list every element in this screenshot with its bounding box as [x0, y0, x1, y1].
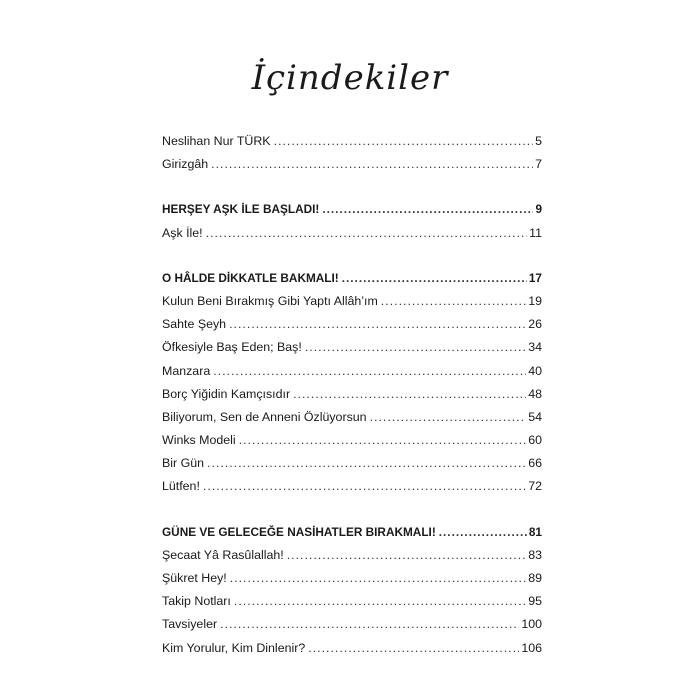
toc-page-number: 11	[529, 225, 542, 240]
dot-leader	[207, 452, 526, 475]
toc-page-number: 7	[535, 157, 542, 172]
toc-entry	[162, 637, 542, 660]
toc-section-heading	[162, 198, 542, 221]
toc-entry	[162, 290, 542, 313]
dot-leader	[234, 590, 526, 613]
dot-leader	[381, 290, 526, 313]
toc-entry-label: HERŞEY AŞK İLE BAŞLADI!	[162, 202, 320, 217]
toc-page-number: 34	[528, 340, 542, 355]
section-gap	[162, 499, 542, 521]
toc-entry-label: Winks Modeli	[162, 433, 236, 448]
dot-leader	[305, 336, 526, 359]
toc-entry	[162, 153, 542, 176]
toc-page-number: 19	[528, 293, 542, 308]
toc-entry	[162, 613, 542, 636]
section-gap	[162, 176, 542, 198]
toc-page-number: 26	[528, 317, 542, 332]
toc-entry	[162, 222, 542, 245]
dot-leader	[293, 383, 526, 406]
toc-entry	[162, 475, 542, 498]
dot-leader	[213, 360, 526, 383]
toc-entry-label: Tavsiyeler	[162, 617, 218, 632]
toc-section	[162, 521, 542, 660]
toc-page-number: 48	[528, 386, 542, 401]
toc-page-number: 60	[528, 433, 542, 448]
dot-leader	[220, 613, 519, 636]
toc-page-number: 40	[528, 363, 542, 378]
toc-entry-label: Kulun Beni Bırakmış Gibi Yaptı Allâh’ım	[162, 293, 378, 308]
dot-leader	[439, 521, 527, 544]
dot-leader	[206, 222, 527, 245]
toc-page-number: 54	[528, 409, 542, 424]
dot-leader	[370, 406, 527, 429]
toc-entry-label: Girizgâh	[162, 157, 209, 172]
toc-section	[162, 130, 542, 176]
page-title: İçindekiler	[251, 58, 449, 98]
toc-entry-label: Şükret Hey!	[162, 571, 227, 585]
toc-entry	[162, 429, 542, 452]
toc-entry	[162, 130, 542, 153]
toc-entry	[162, 544, 542, 567]
toc-entry	[162, 567, 542, 590]
toc-entry	[162, 590, 542, 613]
toc-page-number: 66	[528, 456, 542, 471]
toc-entry-label: Sahte Şeyh	[162, 317, 227, 332]
toc-page-number: 100	[521, 617, 542, 632]
toc-section-heading	[162, 521, 542, 544]
toc-page-number: 72	[528, 479, 542, 494]
toc-entry	[162, 360, 542, 383]
toc-entry-label: Neslihan Nur TÜRK	[162, 134, 271, 148]
toc-entry-label: Biliyorum, Sen de Anneni Özlüyorsun	[162, 409, 367, 424]
dot-leader	[230, 567, 526, 590]
toc-entry	[162, 336, 542, 359]
section-gap	[162, 245, 542, 267]
toc-entry-label: O HÂLDE DİKKATLE BAKMALI!	[162, 270, 339, 285]
toc-page-number: 81	[528, 524, 542, 539]
toc-entry	[162, 383, 542, 406]
toc-page-number: 83	[528, 547, 542, 562]
toc-entry-label: Manzara	[162, 363, 211, 378]
toc-section	[162, 198, 542, 244]
toc-entry-label: Kim Yorulur, Kim Dinlenir?	[162, 640, 306, 655]
toc-page-number: 5	[535, 134, 542, 148]
toc-entry-label: Aşk İle!	[162, 225, 203, 240]
dot-leader	[203, 475, 526, 498]
toc-page-number: 9	[535, 202, 542, 217]
toc-section	[162, 267, 542, 499]
dot-leader	[322, 198, 533, 221]
dot-leader	[229, 313, 526, 336]
toc-page-number: 95	[528, 594, 542, 609]
toc-entry-label: GÜNE VE GELECEĞE NASİHATLER BIRAKMALI!	[162, 524, 436, 539]
table-of-contents	[162, 130, 542, 660]
toc-entry-label: Bir Gün	[162, 456, 205, 471]
toc-page-number: 89	[528, 571, 542, 585]
toc-page-number: 17	[528, 270, 542, 285]
dot-leader	[308, 637, 519, 660]
toc-entry-label: Şecaat Yâ Rasûlallah!	[162, 547, 284, 562]
toc-entry-label: Lütfen!	[162, 479, 200, 494]
toc-entry-label: Öfkesiyle Baş Eden; Baş!	[162, 340, 302, 355]
toc-entry	[162, 406, 542, 429]
dot-leader	[239, 429, 527, 452]
toc-entry	[162, 313, 542, 336]
toc-entry-label: Borç Yiğidin Kamçısıdır	[162, 386, 291, 401]
dot-leader	[211, 153, 533, 176]
toc-section-heading	[162, 267, 542, 290]
toc-page-number: 106	[521, 640, 542, 655]
dot-leader	[287, 544, 527, 567]
toc-entry	[162, 452, 542, 475]
dot-leader	[342, 267, 527, 290]
toc-entry-label: Takip Notları	[162, 594, 231, 609]
dot-leader	[274, 130, 534, 153]
